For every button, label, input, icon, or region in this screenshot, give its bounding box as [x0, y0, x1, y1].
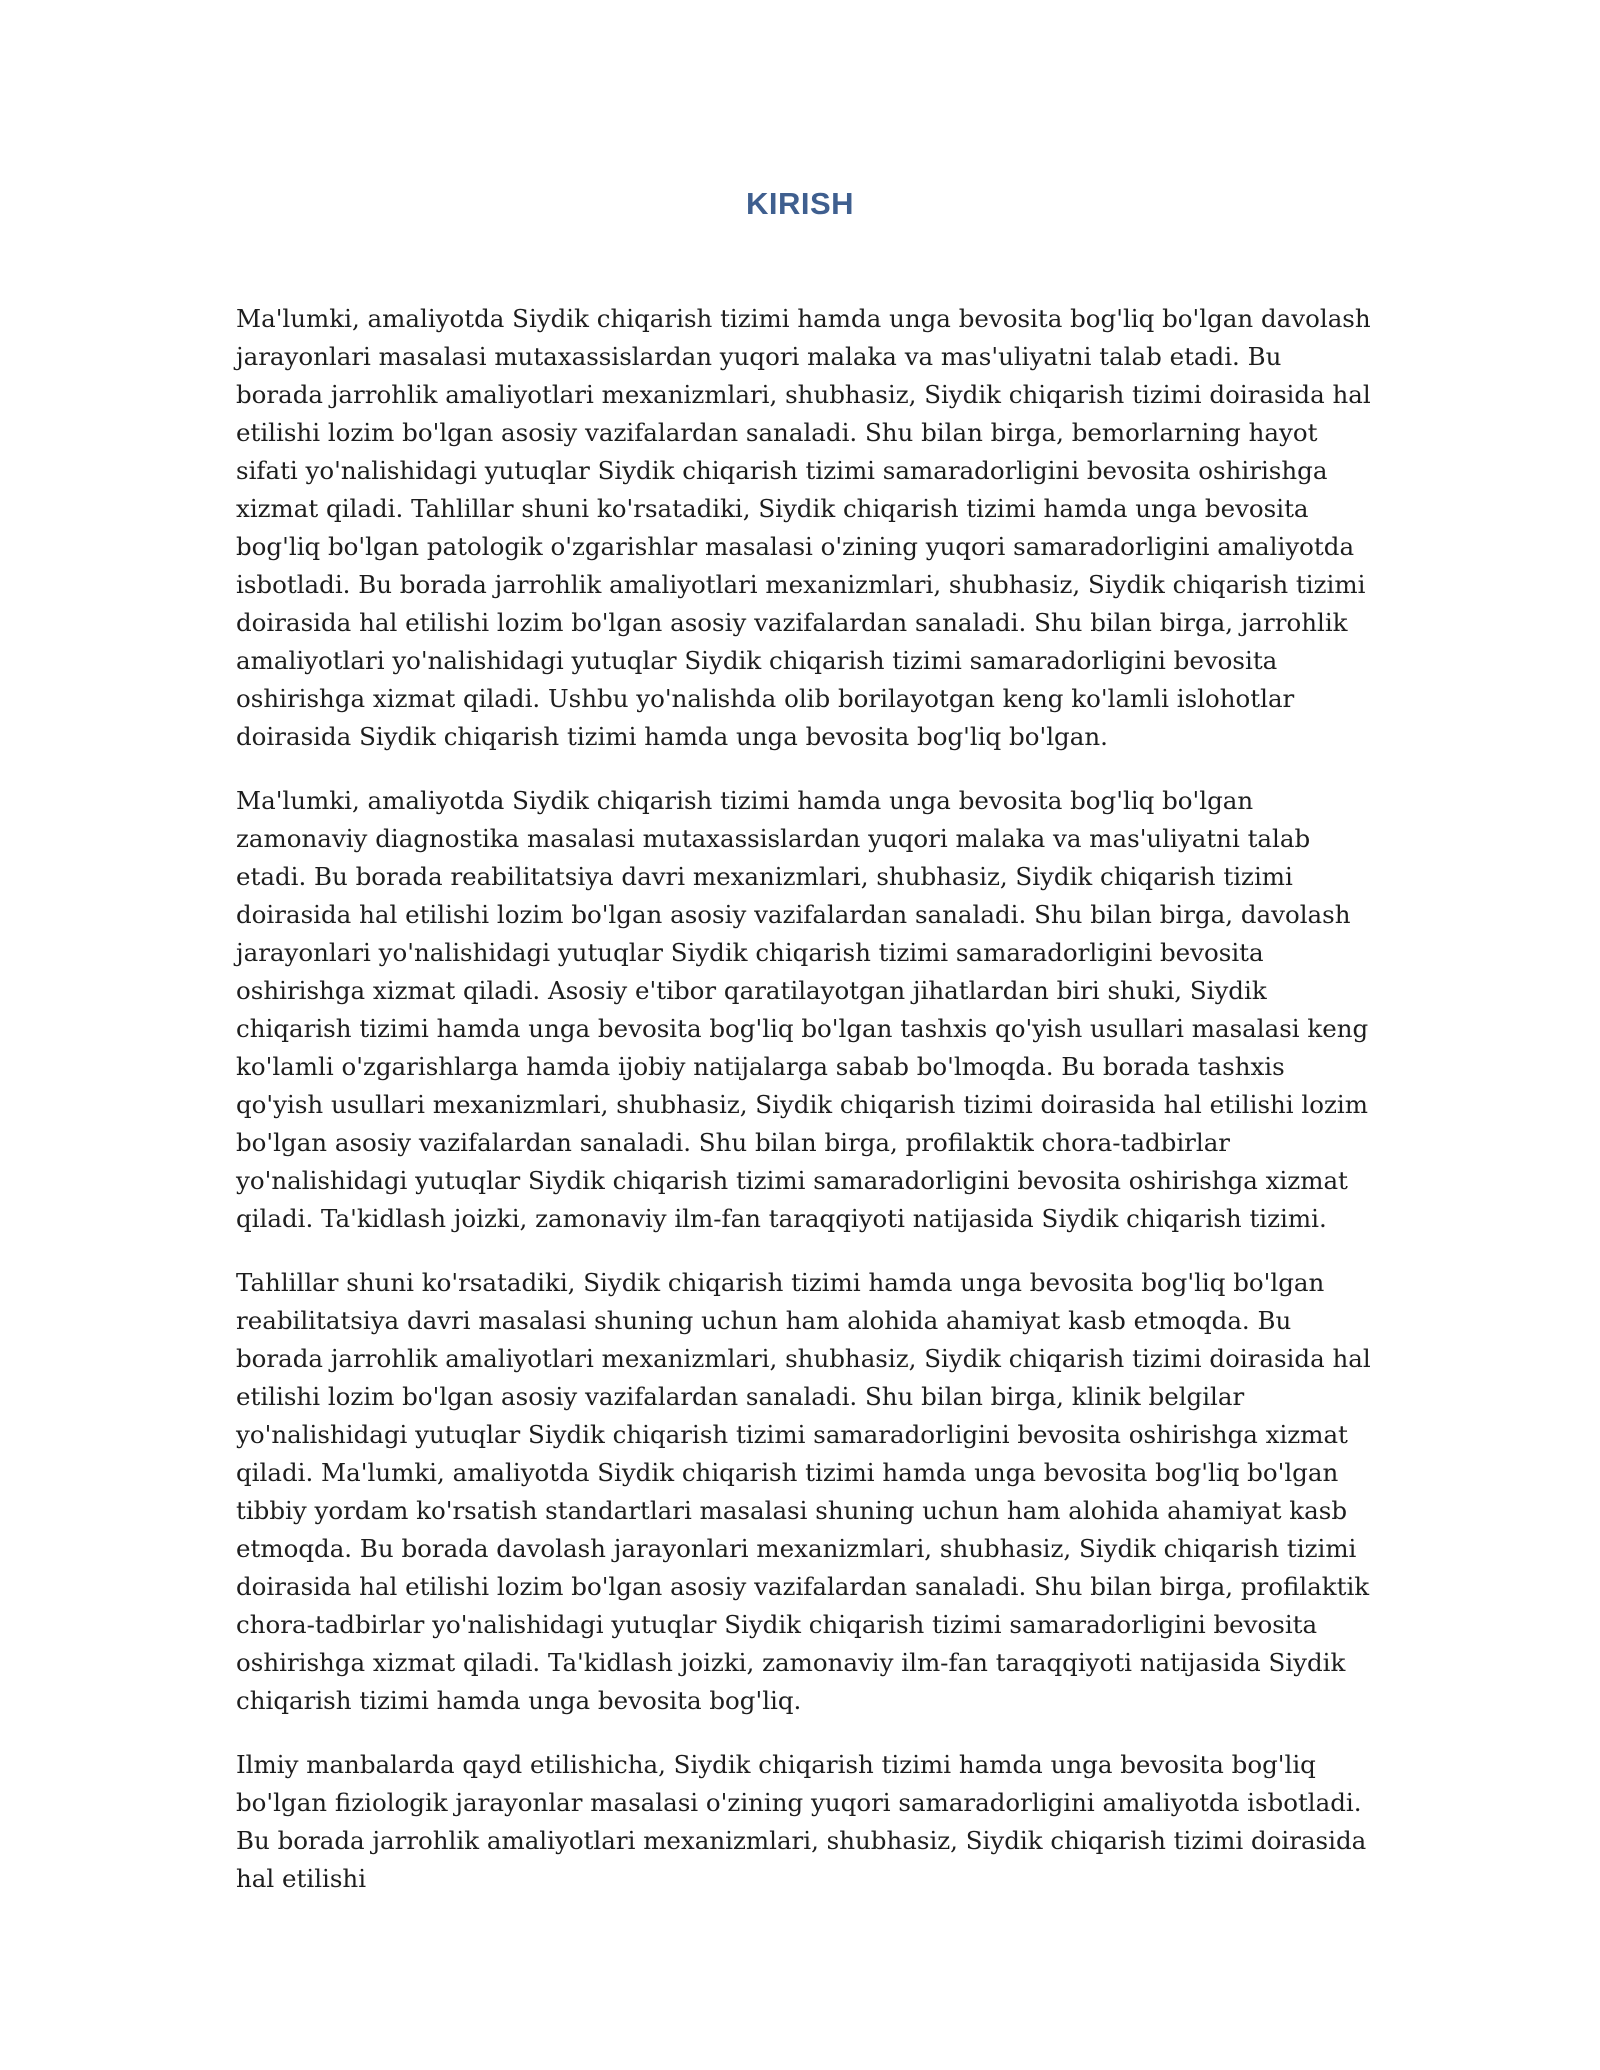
paragraph-3: Tahlillar shuni ko'rsatadiki, Siydik chiqarish tizimi hamda unga bevosita bog'liq bo'lgan reabilitatsiya davri masalasi shuning uchun ham alohida ahamiyat kasb etmoqda. Bu borada jarrohlik amaliyotlari mexanizmlari, shubhasiz, Siydik chiqarish tizimi doirasida hal etilishi lozim bo'lgan asosiy vazifalardan sanaladi. Shu bilan birga, klinik belgilar yo'nalishidagi yutuqlar Siydik chiqarish tizimi samaradorligini bevosita oshirishga xizmat qiladi. Ma'lumki, amaliyotda Siydik chiqarish tizimi hamda unga bevosita bog'liq bo'lgan tibbiy yordam ko'rsatish standartlari masalasi shuning uchun ham alohida ahamiyat kasb etmoqda. Bu borada davolash jarayonlari mexanizmlari, shubhasiz, Siydik chiqarish tizimi doirasida hal etilishi lozim bo'lgan asosiy vazifalardan sanaladi. Shu bilan birga, profilaktik chora-tadbirlar yo'nalishidagi yutuqlar Siydik chiqarish tizimi samaradorligini bevosita oshirishga xizmat qiladi. Ta'kidlash joizki, zamonaviy ilm-fan taraqqiyoti natijasida Siydik chiqarish tizimi hamda unga bevosita bog'liq.: [236, 1268, 1371, 1715]
page-title: KIRISH: [745, 186, 855, 221]
paragraph-4: Ilmiy manbalarda qayd etilishicha, Siydik chiqarish tizimi hamda unga bevosita bog'liq bo'lgan fiziologik jarayonlar masalasi o'zining yuqori samaradorligini amaliyotda isbotladi. Bu borada jarrohlik amaliyotlari mexanizmlari, shubhasiz, Siydik chiqarish tizimi doirasida hal etilishi: [236, 1750, 1367, 1893]
document-body: [236, 300, 1376, 1924]
paragraph-2: Ma'lumki, amaliyotda Siydik chiqarish tizimi hamda unga bevosita bog'liq bo'lgan zamonaviy diagnostika masalasi mutaxassislardan yuqori malaka va mas'uliyatni talab etadi. Bu borada reabilitatsiya davri mexanizmlari, shubhasiz, Siydik chiqarish tizimi doirasida hal etilishi lozim bo'lgan asosiy vazifalardan sanaladi. Shu bilan birga, davolash jarayonlari yo'nalishidagi yutuqlar Siydik chiqarish tizimi samaradorligini bevosita oshirishga xizmat qiladi. Asosiy e'tibor qaratilayotgan jihatlardan biri shuki, Siydik chiqarish tizimi hamda unga bevosita bog'liq bo'lgan tashxis qo'yish usullari masalasi keng ko'lamli o'zgarishlarga hamda ijobiy natijalarga sabab bo'lmoqda. Bu borada tashxis qo'yish usullari mexanizmlari, shubhasiz, Siydik chiqarish tizimi doirasida hal etilishi lozim bo'lgan asosiy vazifalardan sanaladi. Shu bilan birga, profilaktik chora-tadbirlar yo'nalishidagi yutuqlar Siydik chiqarish tizimi samaradorligini bevosita oshirishga xizmat qiladi. Ta'kidlash joizki, zamonaviy ilm-fan taraqqiyoti natijasida Siydik chiqarish tizimi.: [236, 786, 1369, 1233]
paragraph-1: Ma'lumki, amaliyotda Siydik chiqarish tizimi hamda unga bevosita bog'liq bo'lgan davolash jarayonlari masalasi mutaxassislardan yuqori malaka va mas'uliyatni talab etadi. Bu borada jarrohlik amaliyotlari mexanizmlari, shubhasiz, Siydik chiqarish tizimi doirasida hal etilishi lozim bo'lgan asosiy vazifalardan sanaladi. Shu bilan birga, bemorlarning hayot sifati yo'nalishidagi yutuqlar Siydik chiqarish tizimi samaradorligini bevosita oshirishga xizmat qiladi. Tahlillar shuni ko'rsatadiki, Siydik chiqarish tizimi hamda unga bevosita bog'liq bo'lgan patologik o'zgarishlar masalasi o'zining yuqori samaradorligini amaliyotda isbotladi. Bu borada jarrohlik amaliyotlari mexanizmlari, shubhasiz, Siydik chiqarish tizimi doirasida hal etilishi lozim bo'lgan asosiy vazifalardan sanaladi. Shu bilan birga, jarrohlik amaliyotlari yo'nalishidagi yutuqlar Siydik chiqarish tizimi samaradorligini bevosita oshirishga xizmat qiladi. Ushbu yo'nalishda olib borilayotgan keng ko'lamli islohotlar doirasida Siydik chiqarish tizimi hamda unga bevosita bog'liq bo'lgan.: [236, 304, 1371, 751]
